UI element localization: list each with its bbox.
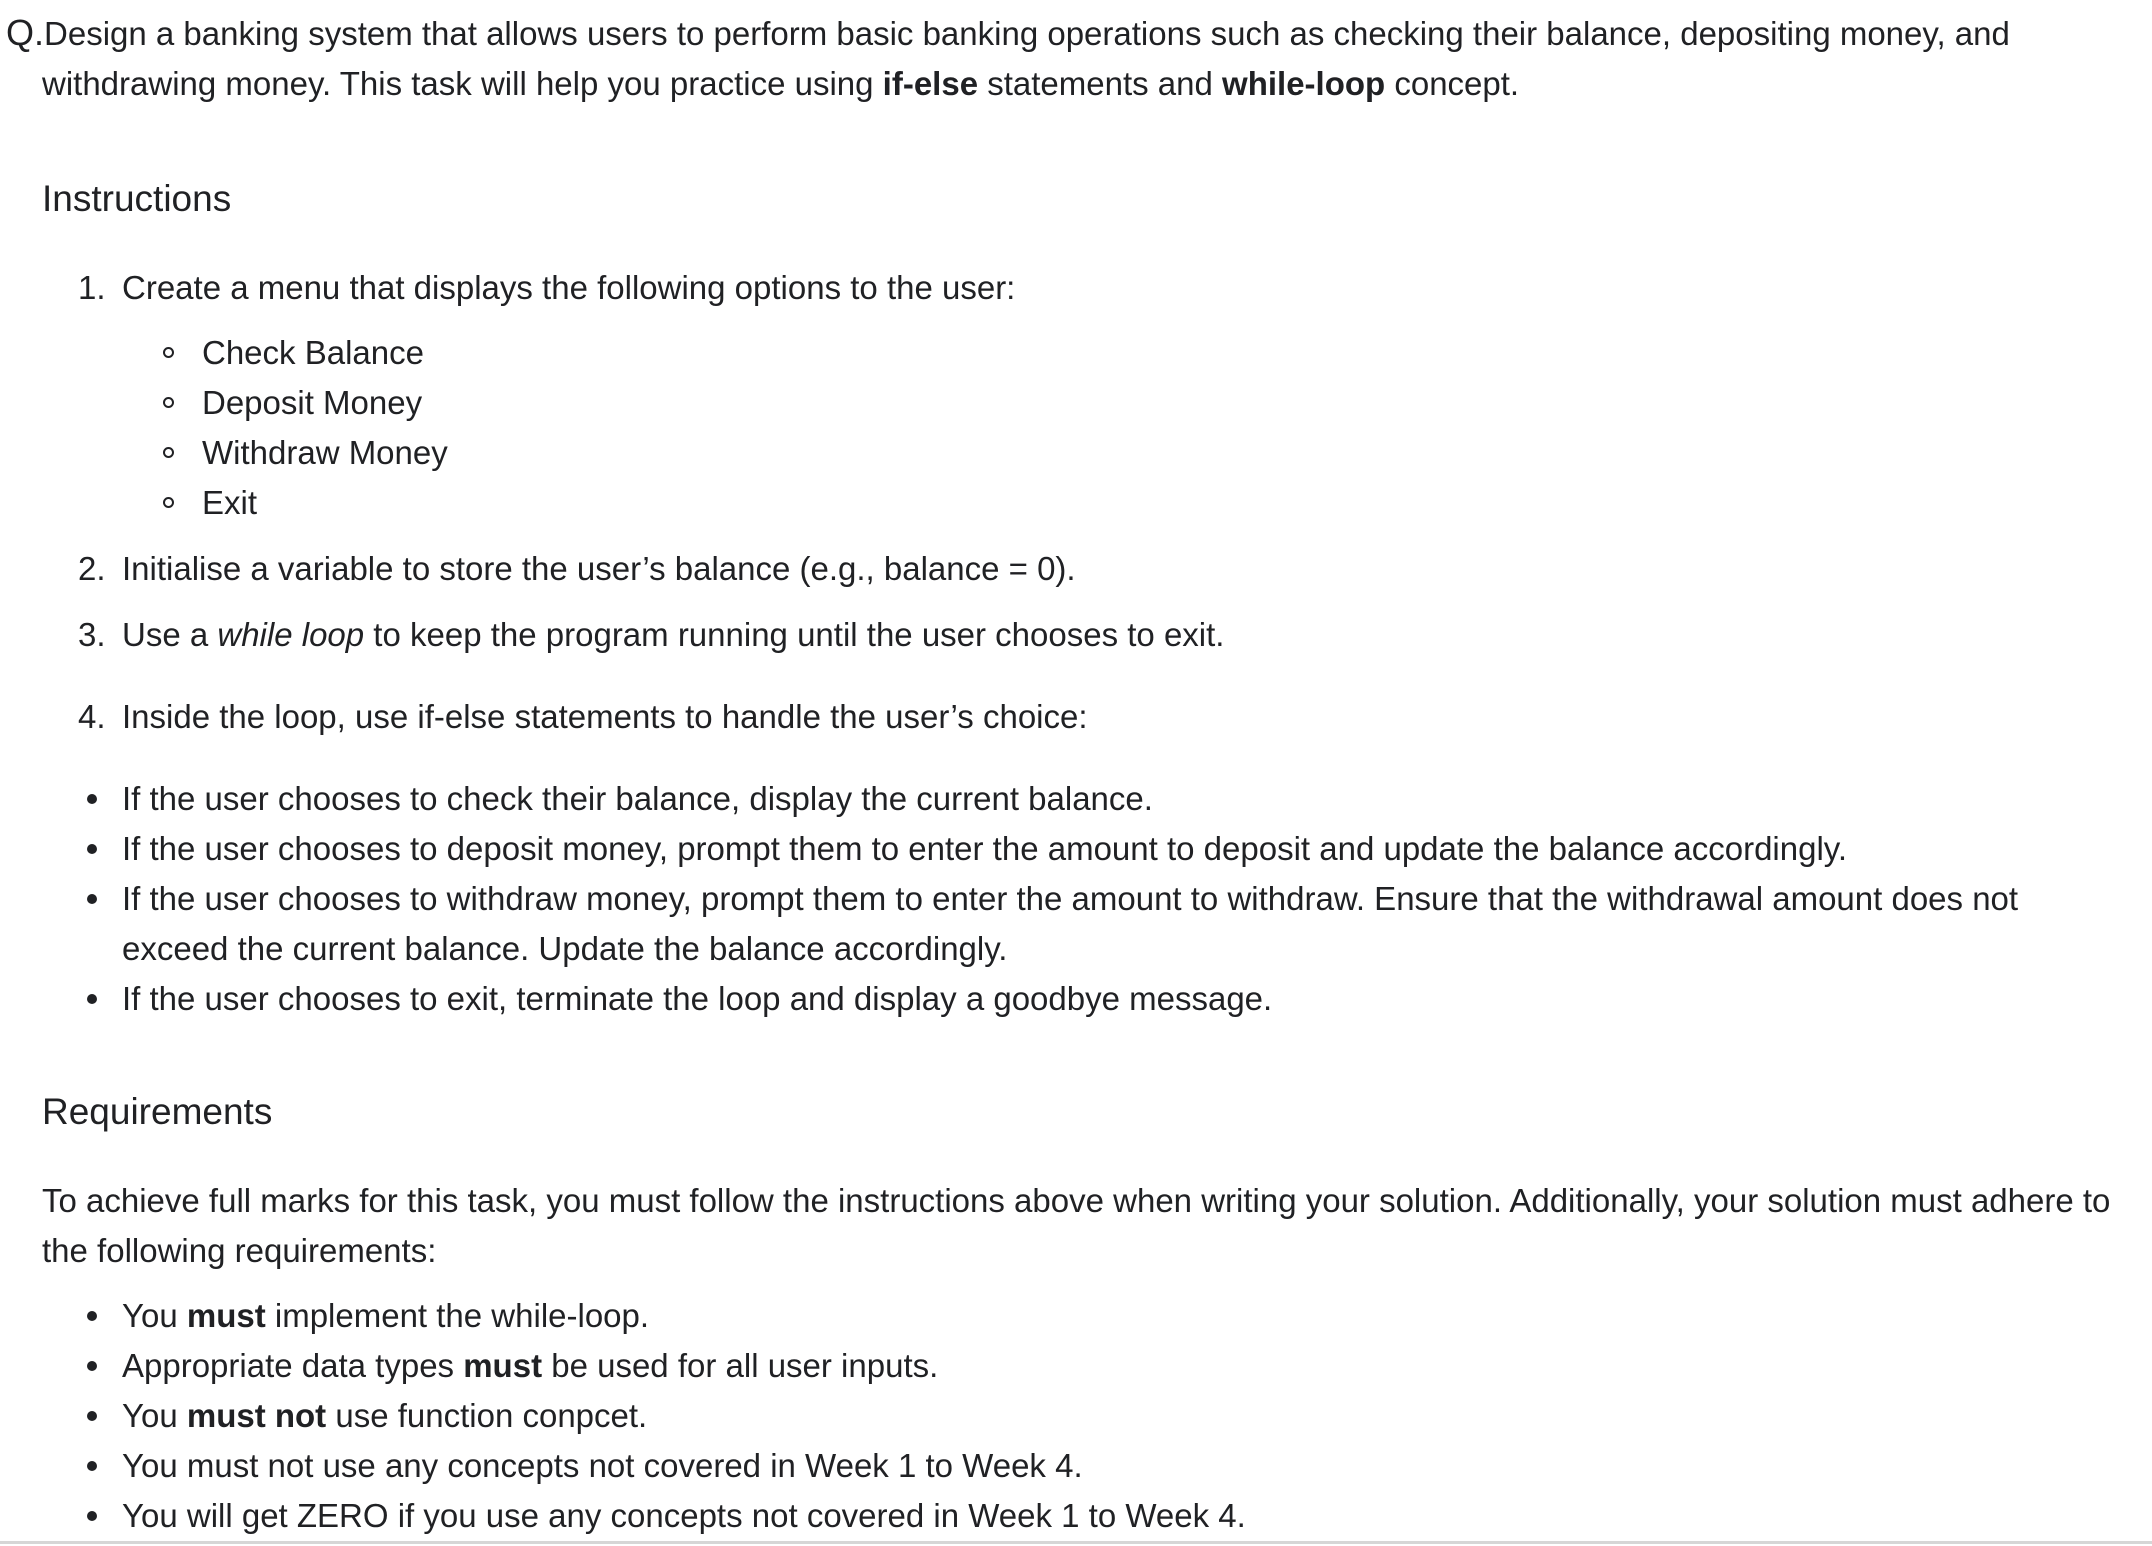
question-bold-while-loop: while-loop	[1222, 65, 1386, 102]
step-2-number: 2.	[78, 550, 106, 587]
question-bold-if-else: if-else	[882, 65, 979, 102]
question-text-part3: concept.	[1385, 65, 1520, 102]
option-bullet	[163, 447, 174, 458]
requirement-1-pre: You	[122, 1297, 187, 1334]
choice-bullet	[87, 894, 97, 904]
instructions-heading: Instructions	[42, 178, 232, 219]
question-text-part1: Design a banking system that allows users to perform basic banking operations such as checking their balance, depositing money, and withdrawing money. This task will help you practice using	[42, 15, 2010, 102]
step-1-number: 1.	[78, 269, 106, 306]
requirement-bullet	[87, 1461, 97, 1471]
requirement-while-loop	[122, 1291, 649, 1341]
step-3-text	[122, 610, 1224, 660]
choice-withdraw-line2: exceed the current balance. Update the balance accordingly.	[122, 930, 1008, 967]
requirement-2-post: be used for all user inputs.	[542, 1347, 939, 1384]
step-3-italic-while-loop: while loop	[217, 616, 365, 653]
step-3-number: 3.	[78, 616, 106, 653]
option-bullet	[163, 397, 174, 408]
option-check-balance: Check Balance	[202, 334, 424, 371]
requirement-3-bold: must not	[186, 1397, 327, 1434]
requirements-intro-line2: the following requirements:	[42, 1232, 437, 1269]
requirement-bullet	[87, 1311, 97, 1321]
choice-deposit: If the user chooses to deposit money, prompt them to enter the amount to deposit and update the balance accordingly.	[122, 830, 1848, 867]
option-deposit-money: Deposit Money	[202, 384, 423, 421]
option-bullet	[163, 497, 174, 508]
choice-bullet	[87, 844, 97, 854]
choice-bullet	[87, 794, 97, 804]
choice-check-balance: If the user chooses to check their balance, display the current balance.	[122, 780, 1153, 817]
requirement-no-functions	[122, 1391, 647, 1441]
step-2-text: Initialise a variable to store the user’s balance (e.g., balance = 0).	[122, 550, 1076, 587]
question-paragraph	[6, 8, 2092, 109]
requirements-intro-line1: To achieve full marks for this task, you must follow the instructions above when writing your solution. Additionally, your solution must adhere to	[42, 1182, 2111, 1219]
step-3-post: to keep the program running until the user chooses to exit.	[364, 616, 1225, 653]
choice-exit: If the user chooses to exit, terminate the loop and display a goodbye message.	[122, 980, 1273, 1017]
choice-withdraw-line1: If the user chooses to withdraw money, prompt them to enter the amount to withdraw. Ensure that the withdrawal amount does not	[122, 880, 2019, 917]
requirement-week-scope: You must not use any concepts not covered in Week 1 to Week 4.	[122, 1447, 1083, 1484]
question-prefix: Q.	[6, 12, 45, 53]
step-1-text: Create a menu that displays the following options to the user:	[122, 269, 1016, 306]
requirement-2-pre: Appropriate data types	[122, 1347, 464, 1384]
option-exit: Exit	[202, 484, 258, 521]
requirement-3-post: use function conpcet.	[326, 1397, 648, 1434]
requirement-2-bold: must	[463, 1347, 543, 1384]
step-4-number: 4.	[78, 698, 106, 735]
requirement-bullet	[87, 1511, 97, 1521]
requirement-data-types	[122, 1341, 938, 1391]
step-4-text: Inside the loop, use if-else statements to handle the user’s choice:	[122, 698, 1088, 735]
question-text-part2: statements and	[978, 65, 1223, 102]
requirement-zero-warning: You will get ZERO if you use any concepts not covered in Week 1 to Week 4.	[122, 1497, 1246, 1534]
requirement-3-pre: You	[122, 1397, 187, 1434]
option-withdraw-money: Withdraw Money	[202, 434, 448, 471]
requirement-bullet	[87, 1411, 97, 1421]
requirement-1-post: implement the while-loop.	[265, 1297, 650, 1334]
requirements-heading: Requirements	[42, 1091, 273, 1132]
option-bullet	[163, 347, 174, 358]
step-3-pre: Use a	[122, 616, 218, 653]
requirement-1-bold: must	[186, 1297, 266, 1334]
requirement-bullet	[87, 1361, 97, 1371]
choice-bullet	[87, 994, 97, 1004]
bottom-divider	[0, 1541, 2152, 1544]
